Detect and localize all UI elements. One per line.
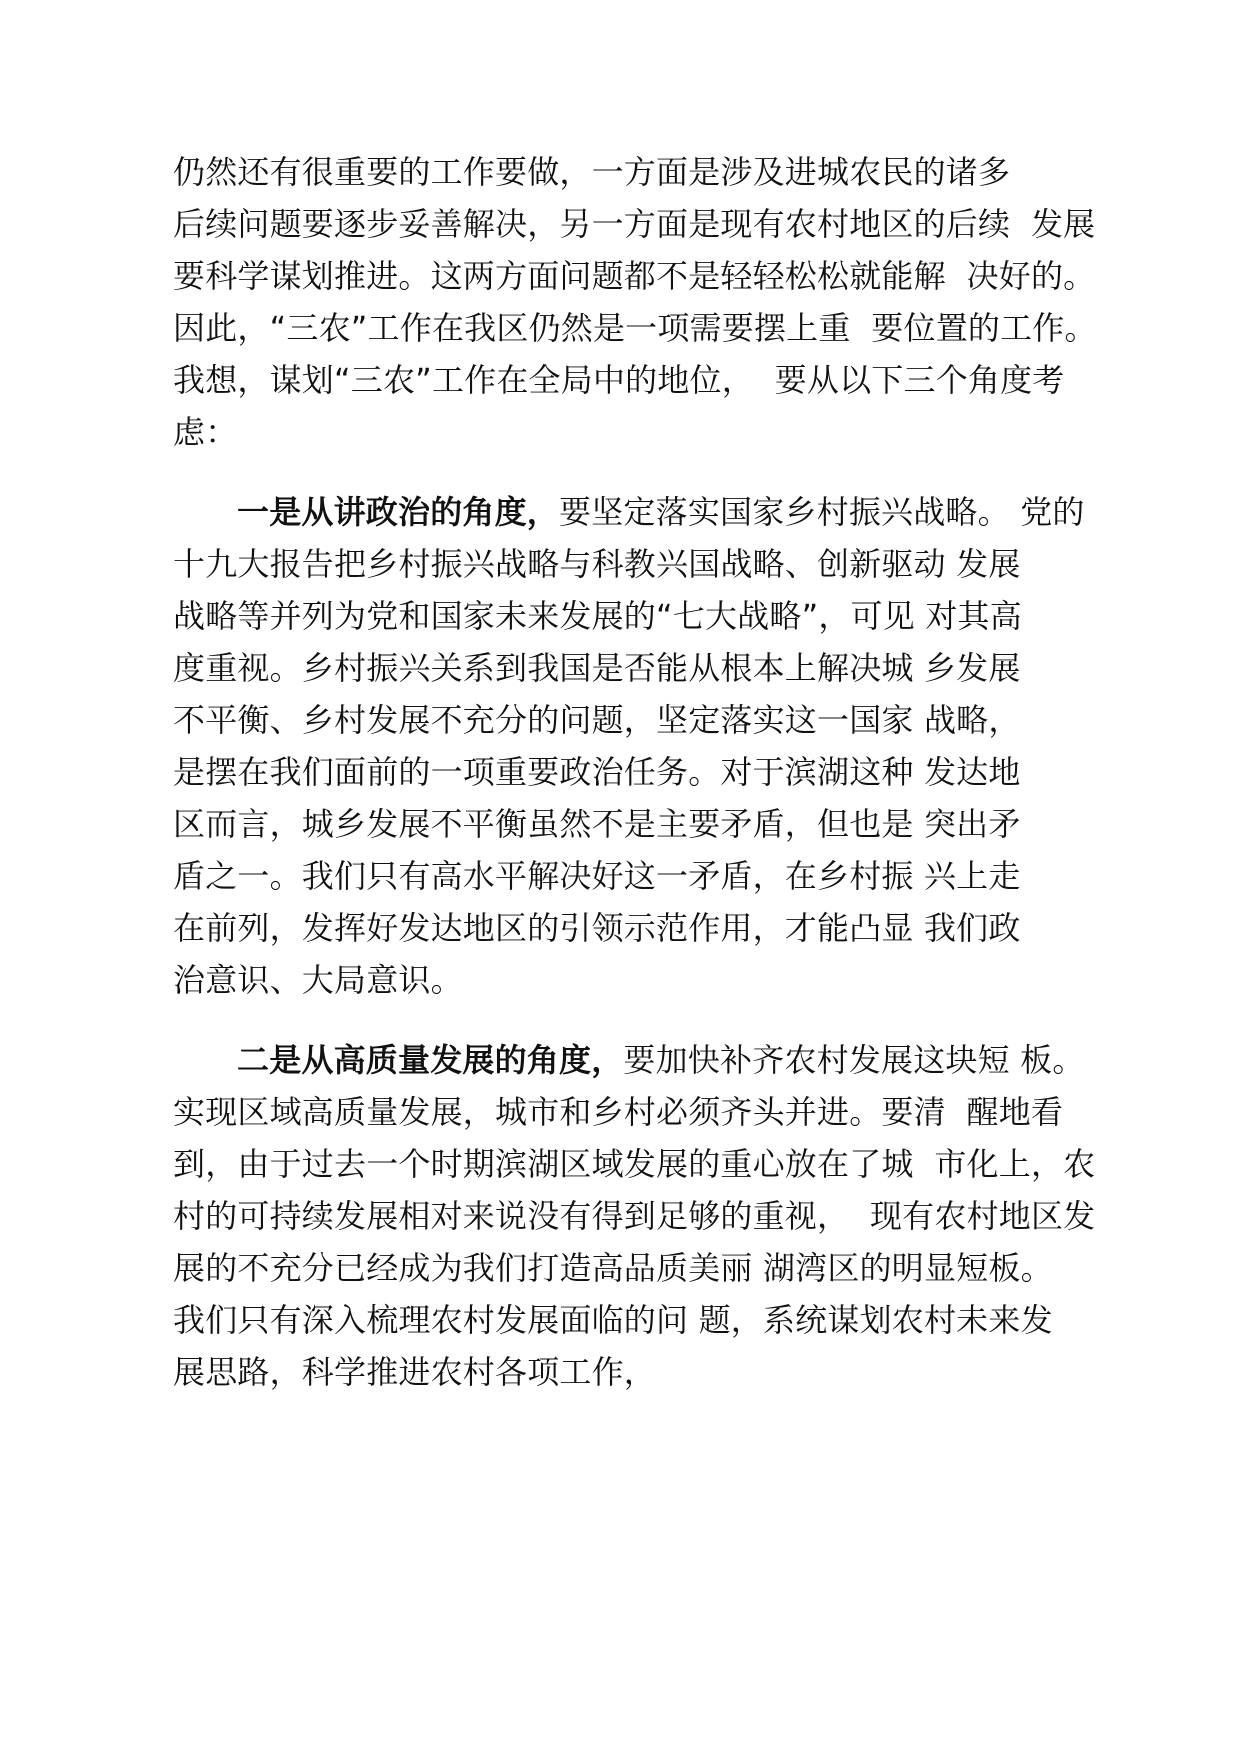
paragraph-lead: 一是从讲政治的角度， — [237, 493, 560, 531]
document-body — [173, 146, 1103, 1398]
intro-paragraph — [173, 146, 1103, 458]
paragraph-spacer — [173, 458, 1103, 486]
text-line: 虑： — [173, 413, 238, 451]
text-line: 仍然还有很重要的工作要做，一方面是涉及进城农民的诸多 — [173, 153, 1011, 191]
text-line: 因此，“三农”工作在我区仍然是一项需要摆上重 要位置的工作。 — [173, 309, 1097, 347]
text-line: 盾之一。我们只有高水平解决好这一矛盾，在乡村振 兴上走 — [173, 857, 1021, 895]
text-line: 实现区域高质量发展，城市和乡村必须齐头并进。要清 醒地看 — [173, 1093, 1064, 1131]
text-line: 我们只有深入梳理农村发展面临的问 题，系统谋划农村未来发 — [173, 1301, 1053, 1339]
text-line: 是摆在我们面前的一项重要政治任务。对于滨湖这种 发达地 — [173, 753, 1021, 791]
text-line: 展的不充分已经成为我们打造高品质美丽 湖湾区的明显短板。 — [173, 1249, 1053, 1287]
text-line: 要科学谋划推进。这两方面问题都不是轻轻松松就能解 决好的。 — [173, 257, 1096, 295]
text-line: 后续问题要逐步妥善解决，另一方面是现有农村地区的后续 发展 — [173, 205, 1096, 243]
paragraph-spacer — [173, 1006, 1103, 1034]
text-line: 不平衡、乡村发展不充分的问题，坚定落实这一国家 战略， — [173, 701, 1021, 739]
text-line: 我想，谋划“三农”工作在全局中的地位， 要从以下三个角度考 — [173, 361, 1065, 399]
text-line: 度重视。乡村振兴关系到我国是否能从根本上解决城 乡发展 — [173, 649, 1021, 687]
text-line — [173, 486, 1103, 538]
text-line: 十九大报告把乡村振兴战略与科教兴国战略、创新驱动 发展 — [173, 545, 1021, 583]
text-line: 村的可持续发展相对来说没有得到足够的重视， 现有农村地区发 — [173, 1197, 1096, 1235]
text-line: 战略等并列为党和国家未来发展的“七大战略”，可见 对其高 — [173, 597, 1022, 635]
paragraph-political — [173, 486, 1103, 1006]
paragraph-first-line: 要坚定落实国家乡村振兴战略。 党的 — [559, 493, 1085, 531]
paragraph-quality-development — [173, 1034, 1103, 1398]
paragraph-lead: 二是从高质量发展的角度， — [237, 1041, 624, 1079]
text-line: 到，由于过去一个时期滨湖区域发展的重心放在了城 市化上，农 — [173, 1145, 1096, 1183]
text-line: 在前列，发挥好发达地区的引领示范作用，才能凸显 我们政 — [173, 909, 1021, 947]
paragraph-first-line: 要加快补齐农村发展这块短 板。 — [623, 1041, 1085, 1079]
text-line — [173, 1034, 1103, 1086]
text-line: 区而言，城乡发展不平衡虽然不是主要矛盾，但也是 突出矛 — [173, 805, 1021, 843]
text-line: 治意识、大局意识。 — [173, 961, 463, 999]
text-line: 展思路，科学推进农村各项工作， — [173, 1353, 657, 1391]
